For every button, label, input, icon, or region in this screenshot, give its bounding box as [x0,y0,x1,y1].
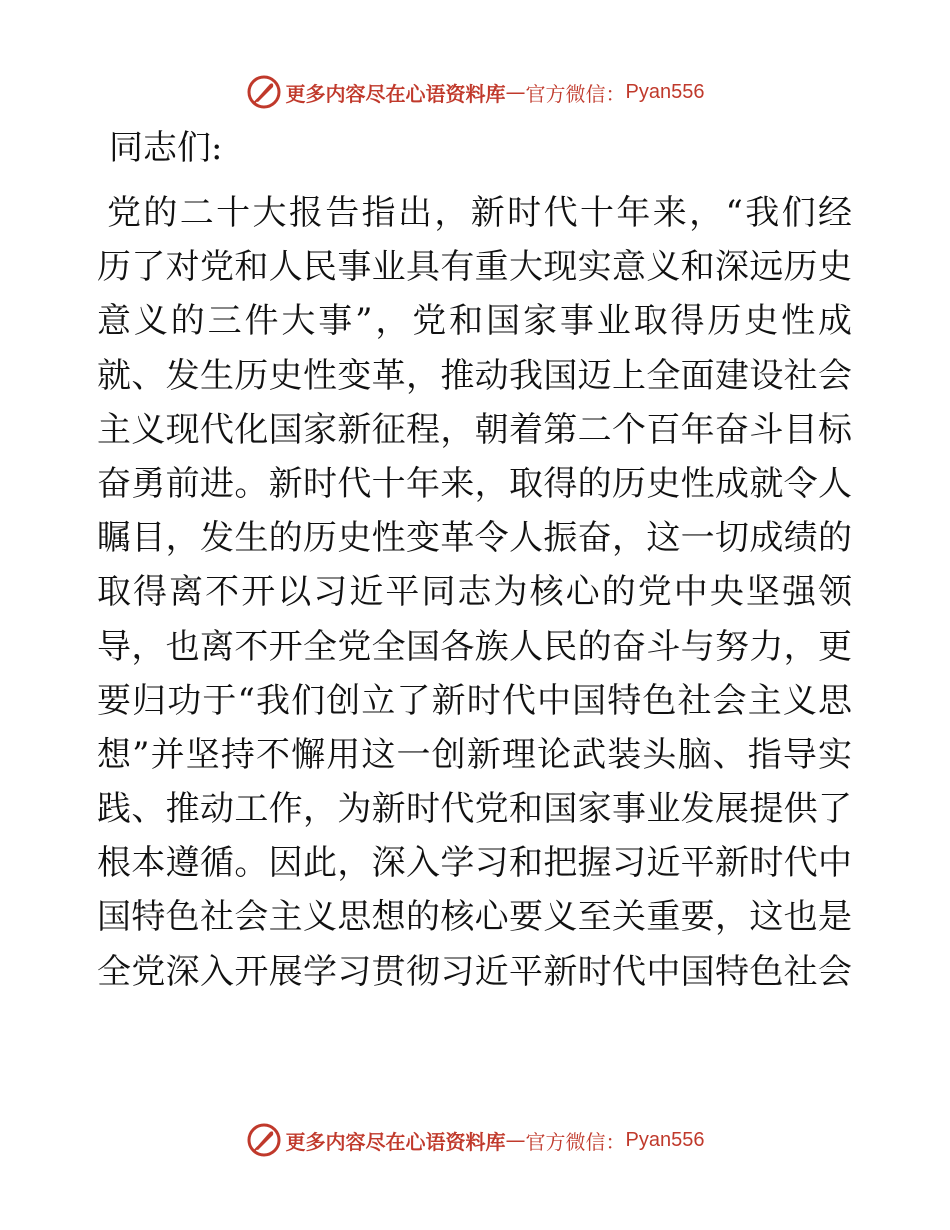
footer-account: Pyan556 [625,1128,705,1151]
paragraph-line: 瞩目，发生的历史性变革令人振奋，这一切成绩的 [97,518,852,559]
paragraph-line: 想”并坚持不懈用这一创新理论武装头脑、指导实 [97,734,852,775]
salutation: 同志们: [109,128,223,168]
paragraph-line: 主义现代化国家新征程，朝着第二个百年奋斗目标 [97,409,852,450]
paragraph-line: 导，也离不开全党全国各族人民的奋斗与努力，更 [97,626,852,667]
footer-sub: 官方微信： [525,1129,626,1154]
paragraph-line: 取得离不开以习近平同志为核心的党中央坚强领 [97,572,852,613]
footer-separator: — [505,1128,526,1152]
header-brand: 更多内容尽在心语资料库 [285,81,506,106]
paragraph-line: 就、发生历史性变革，推动我国迈上全面建设社会 [97,355,852,396]
paragraph-line: 奋勇前进。新时代十年来，取得的历史性成就令人 [97,463,852,504]
header-sub: 官方微信： [525,81,626,106]
paragraph-line: 历了对党和人民事业具有重大现实意义和深远历史 [97,247,852,288]
paragraph-line: 根本遵循。因此，深入学习和把握习近平新时代中 [97,843,852,884]
paragraph-line: 全党深入开展学习贯彻习近平新时代中国特色社会 [97,951,852,992]
quill-logo-icon [246,1122,282,1158]
footer-banner [0,1120,950,1160]
paragraph-line: 要归功于“我们创立了新时代中国特色社会主义思 [97,680,852,721]
paragraph-line: 党的二十大报告指出，新时代十年来，“我们经 [107,193,852,233]
paragraph [97,186,852,999]
header-account: Pyan556 [625,80,705,103]
header-separator: — [505,80,526,104]
footer-brand: 更多内容尽在心语资料库 [285,1129,506,1154]
header-banner [0,72,950,112]
paragraph-line: 践、推动工作，为新时代党和国家事业发展提供了 [97,789,852,830]
document-body [97,122,852,999]
paragraph-line: 国特色社会主义思想的核心要义至关重要，这也是 [97,897,852,938]
paragraph-line: 意义的三件大事”，党和国家事业取得历史性成 [97,301,852,342]
quill-logo-icon [246,74,282,110]
